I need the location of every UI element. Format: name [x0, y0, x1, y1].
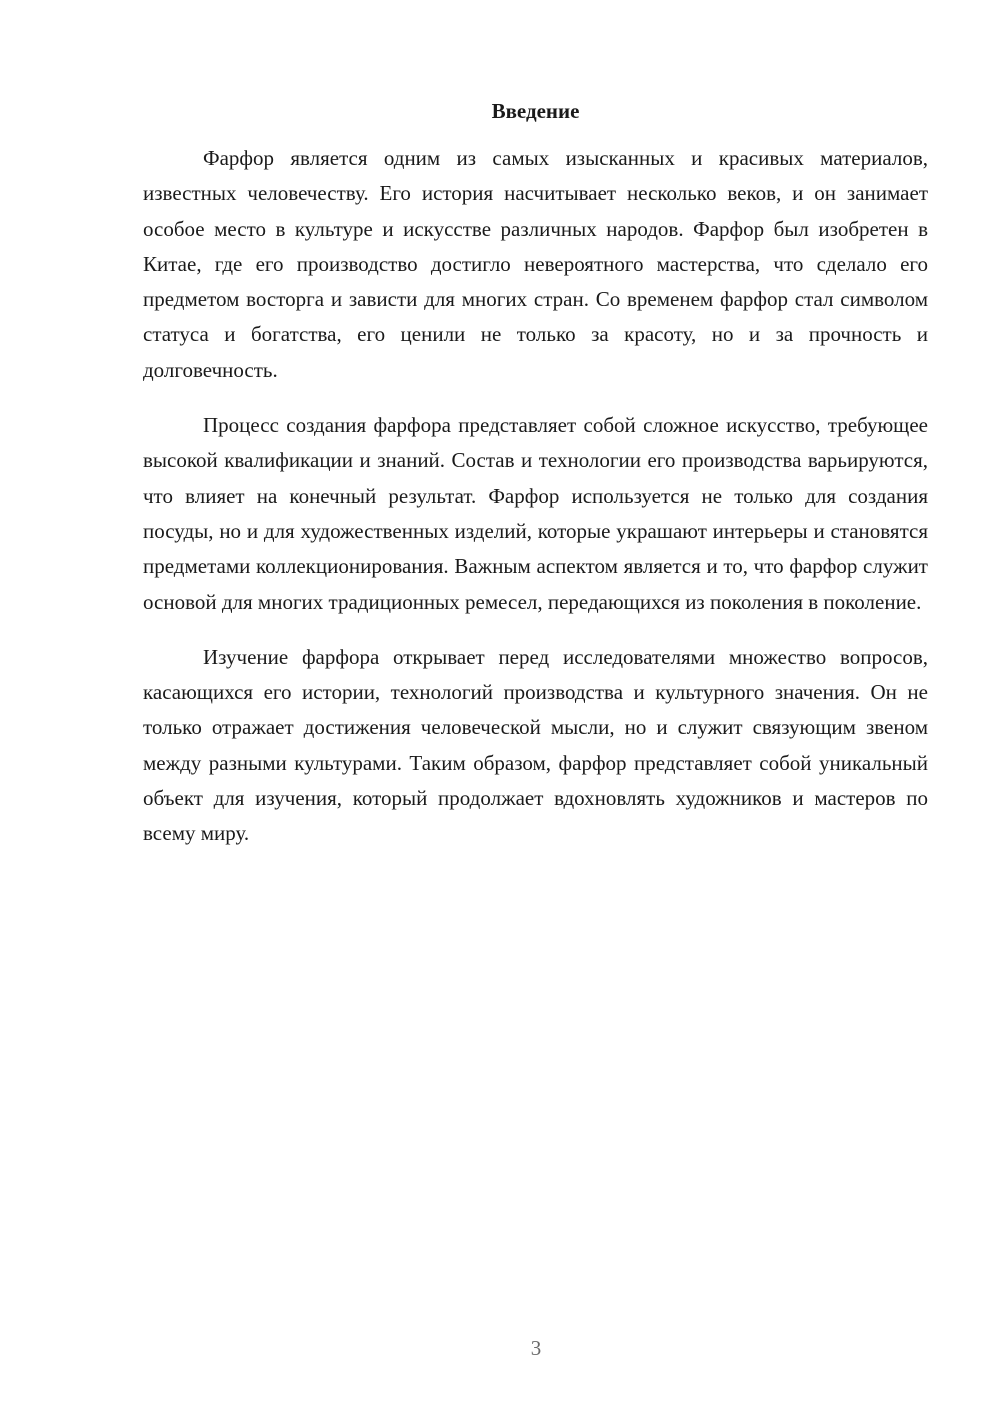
paragraph-3: Изучение фарфора открывает перед исследователями множество вопросов, касающихся его истории, технологий производства и культурного значения. Он не только отражает достижения человеческой мысли, но и служит связующим звеном между разными культурами. Таким образом, фарфор представляет собой уникальный объект для изучения, который продолжает вдохновлять художников и мастеров по всему миру. — [143, 644, 928, 846]
section-heading: Введение — [491, 99, 580, 123]
page-content — [143, 95, 928, 852]
page-number: 3 — [530, 1336, 542, 1360]
paragraph-2: Процесс создания фарфора представляет собой сложное искусство, требующее высокой квалификации и знаний. Состав и технологии его производства варьируются, что влияет на конечный результат. Фарфор используется не только для создания посуды, но и для художественных изделий, которые украшают интерьеры и становятся предметами коллекционирования. Важным аспектом является и то, что фарфор служит основой для многих традиционных ремесел, передающихся из поколения в поколение. — [143, 413, 928, 614]
paragraph-1: Фарфор является одним из самых изысканных и красивых материалов, известных человечеству. Его история насчитывает несколько веков, и он занимает особое место в культуре и искусстве различных народов. Фарфор был изобретен в Китае, где его производство достигло невероятного мастерства, что сделало его предметом восторга и зависти для многих стран. Со временем фарфор стал символом статуса и богатства, его ценили не только за красоту, но и за прочность и долговечность. — [143, 146, 928, 382]
